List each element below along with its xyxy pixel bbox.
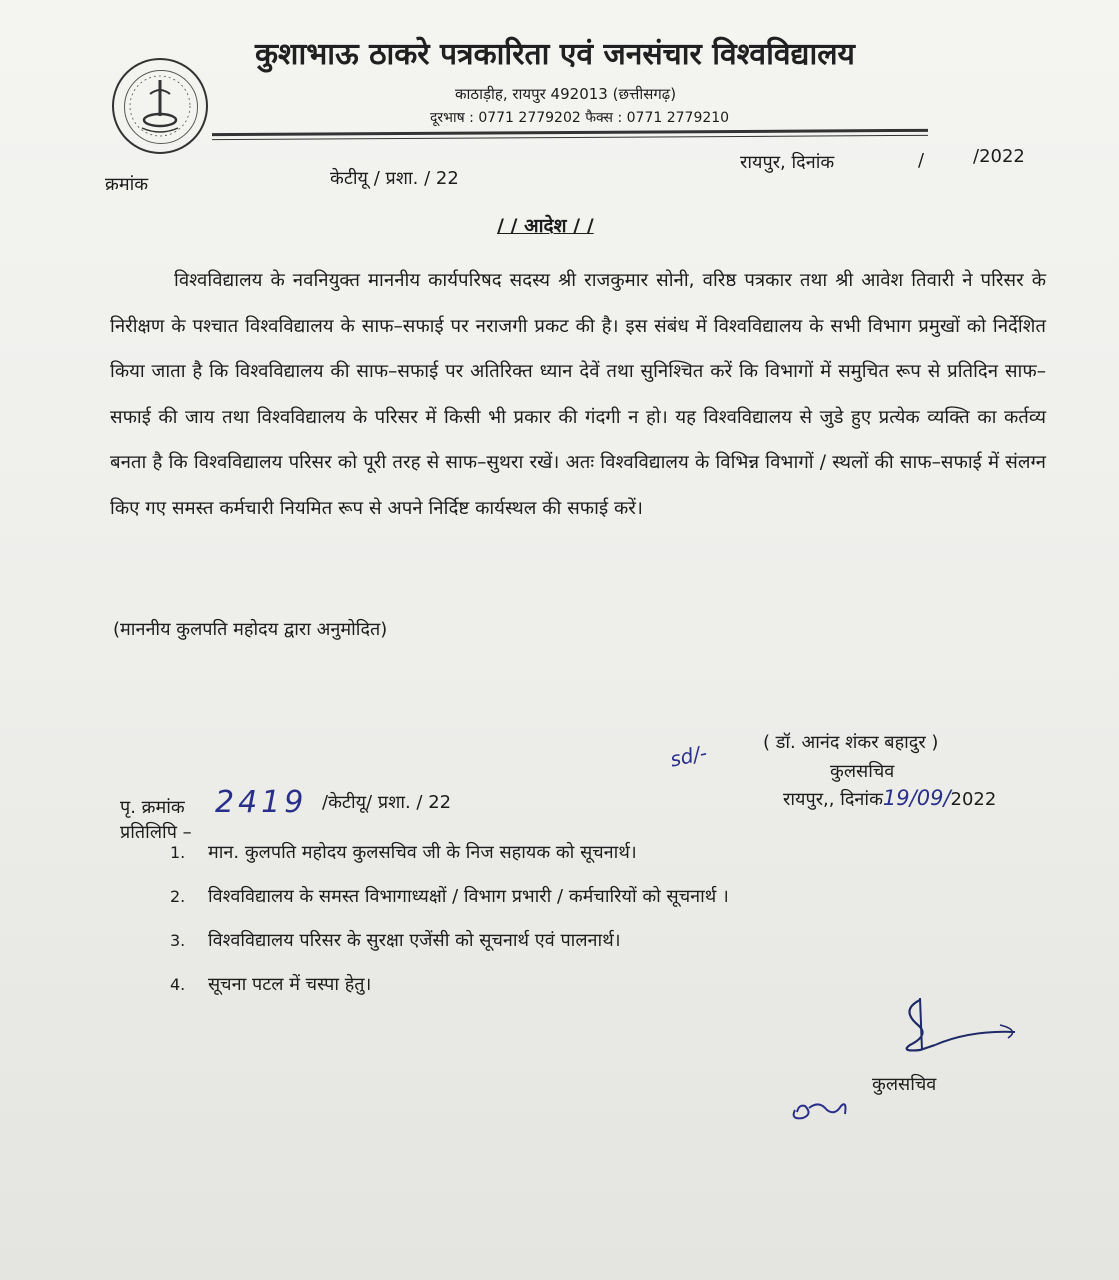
reference-year: /2022 [973,146,1025,167]
list-item-number: 1. [170,843,186,862]
signatory-place-date-label: रायपुर,, दिनांक [783,789,883,810]
signatory-place-date [783,786,996,811]
list-item [170,840,729,884]
list-item-text: मान. कुलपति महोदय कुलसचिव जी के निज सहायक को सूचनार्थ। [208,842,637,863]
final-signatory-title: कुलसचिव [872,1074,937,1095]
order-heading: / / आदेश / / [497,215,594,237]
university-phone: दूरभाष : 0771 2779202 फैक्स : 0771 2779210 [430,110,730,126]
order-body: विश्वविद्यालय के नवनियुक्त माननीय कार्यपरिषद सदस्य श्री राजकुमार सोनी, वरिष्ठ पत्रकार तथा श्री आवेश तिवारी ने परिसर के निरीक्षण के पश्चात विश्वविद्यालय के साफ–सफाई पर नराजगी प्रकट की है। इस संबंध में विश्वविद्यालय के सभी विभाग प्रमुखों को निर्देशित किया जाता है कि विश्वविद्यालय की साफ–सफाई पर अतिरिक्त ध्यान देवें तथा सुनिश्चित करें कि विभागों में समुचित रूप से प्रतिदिन साफ–सफाई की जाय तथा विश्वविद्यालय के परिसर में किसी भी प्रकार की गंदगी न हो। यह विश्वविद्यालय से जुडे हुए प्रत्येक व्यक्ति का कर्तव्य बनता है कि विश्वविद्यालय परिसर को पूरी तरह से साफ–सुथरा रखें। अतः विश्वविद्यालय के विभिन्न विभागों / स्थलों की साफ–सफाई में संलग्न किए गए समस्त कर्मचारी नियमित रूप से अपने निर्दिष्ट कार्यस्थल की सफाई करें। [110,270,1046,519]
university-address: काठाड़ीह, रायपुर 492013 (छत्तीसगढ़) [455,85,677,103]
endorsement-code: /केटीयू/ प्रशा. / 22 [322,792,452,813]
copy-list [170,840,729,1016]
list-item-text: विश्वविद्यालय के समस्त विभागाध्यक्षों / विभाग प्रभारी / कर्मचारियों को सूचनार्थ । [208,886,729,907]
list-item-text: विश्वविद्यालय परिसर के सुरक्षा एजेंसी को सूचनार्थ एवं पालनार्थ। [208,930,621,951]
signatory-year: 2022 [950,789,997,810]
university-name: कुशाभाऊ ठाकरे पत्रकारिता एवं जनसंचार विश्वविद्यालय [255,37,855,72]
list-item-text: सूचना पटल में चस्पा हेतु। [208,974,372,995]
list-item [170,928,729,972]
letterhead-rule-thin [212,135,928,140]
signature-icon [880,990,1030,1070]
copy-label: प्रतिलिपि – [120,822,192,843]
list-item-number: 2. [170,887,186,906]
list-item [170,884,729,928]
list-item-number: 4. [170,975,186,994]
endorsement-label: पृ. क्रमांक [120,797,185,818]
reference-date-slash: / [918,150,925,171]
handwritten-date: 19/09/ [882,786,951,810]
reference-code: केटीयू / प्रशा. / 22 [330,168,459,189]
initials-icon [785,1090,855,1126]
university-seal-icon [112,58,208,154]
list-item [170,972,729,1016]
signatory-name: ( डॉ. आनंद शंकर बहादुर ) [763,732,939,753]
approval-note: (माननीय कुलपति महोदय द्वारा अनुमोदित) [113,619,388,640]
list-item-number: 3. [170,931,186,950]
reference-place-date: रायपुर, दिनांक [740,152,835,173]
handwritten-number: 2419 [215,785,308,820]
reference-label: क्रमांक [105,174,149,195]
signatory-title: कुलसचिव [830,761,895,782]
signed-mark: sd/- [667,740,710,772]
